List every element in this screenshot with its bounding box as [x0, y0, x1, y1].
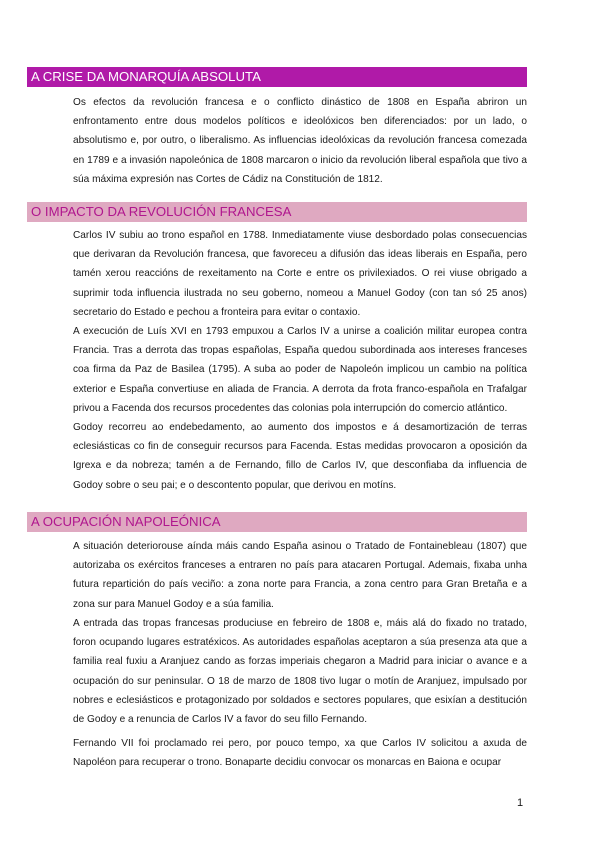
paragraph-occupation-2: A entrada das tropas francesas produciuse en febreiro de 1808 e, máis alá do fixado no tratado, foron ocupando lugares estratéxicos. As autoridades españolas aceptaron a súa presenza ata que a familia real fuxiu a Aranjuez cando as forzas imperiais chegaron a Madrid para iniciar o avance e a ocupación do sur peninsular. O 18 de marzo de 1808 tivo lugar o motín de Aranjuez, impulsado por nobres e eclesiásticos e protagonizado por soldados e sectores populares, que esixían a destitución de Godoy e a renuncia de Carlos IV a favor do seu fillo Fernando.: [73, 618, 527, 726]
section-heading-revolution-impact: O IMPACTO DA REVOLUCIÓN FRANCESA: [27, 202, 527, 222]
page-number: 1: [517, 797, 524, 809]
paragraph-crisis-intro: Os efectos da revolución francesa e o conflicto dinástico de 1808 en España abriron un enfrontamento entre dous modelos políticos e ideolóxicos ben diferenciados: por un lado, o absolutismo e, por outro, o liberalismo. As influencias ideolóxicas da revolución francesa comezada en 1789 e a invasión napoleónica de 1808 marcaron o inicio da revolución liberal española que tivo a súa máxima expresión nas Cortes de Cádiz na Constitución de 1812.: [73, 97, 527, 185]
paragraph-revolution-1: Carlos IV subiu ao trono español en 1788. Inmediatamente viuse desbordado polas consecuencias que derivaran da Revolución francesa, que favoreceu a difusión das ideas liberais en España, pero tamén xerou reaccións de rexeitamento na Corte e entre os privilexiados. O rei viuse obrigado a suprimir toda influencia ilustrada no seu goberno, nomeou a Manuel Godoy (con tan só 25 anos) secretario do Estado e pechou a fronteira para evitar o contaxio.: [73, 230, 527, 318]
section-heading-crisis: A CRISE DA MONARQUÍA ABSOLUTA: [27, 67, 527, 87]
paragraph-occupation-1: A situación deteriorouse aínda máis cando España asinou o Tratado de Fontainebleau (1807) que autorizaba os exércitos franceses a entraren no país para atacaren Portugal. Ademais, fixaba unha futura repartición do país veciño: a zona norte para Francia, a zona centro para Gran Bretaña e a zona sur para Manuel Godoy e a súa familia.: [73, 541, 527, 610]
paragraph-revolution-3: Godoy recorreu ao endebedamento, ao aumento dos impostos e á desamortización de terras eclesiásticas co fin de conseguir recursos para Facenda. Estas medidas provocaron a oposición da Igrexa e da nobreza; tamén a de Fernando, fillo de Carlos IV, que desconfiaba da influencia de Godoy sobre o seu pai; e o descontento popular, que derivou en motíns.: [73, 422, 527, 491]
paragraph-occupation-3: Fernando VII foi proclamado rei pero, por pouco tempo, xa que Carlos IV solicitou a axuda de Napoléon para recuperar o trono. Bonaparte decidiu convocar os monarcas en Baiona e ocupar: [73, 738, 527, 769]
section-heading-napoleonic-occupation: A OCUPACIÓN NAPOLEÓNICA: [27, 512, 527, 532]
paragraph-revolution-2: A execución de Luís XVI en 1793 empuxou a Carlos IV a unirse a coalición militar europea contra Francia. Tras a derrota das tropas españolas, España quedou subordinada aos intereses franceses coa firma da Paz de Basilea (1795). A suba ao poder de Napoleón implicou un cambio na política exterior e España convertiuse en aliada de Francia. A derrota da frota franco-española en Trafalgar privou a Facenda dos recursos procedentes das colonias pola interrupción do comercio atlántico.: [73, 326, 527, 414]
